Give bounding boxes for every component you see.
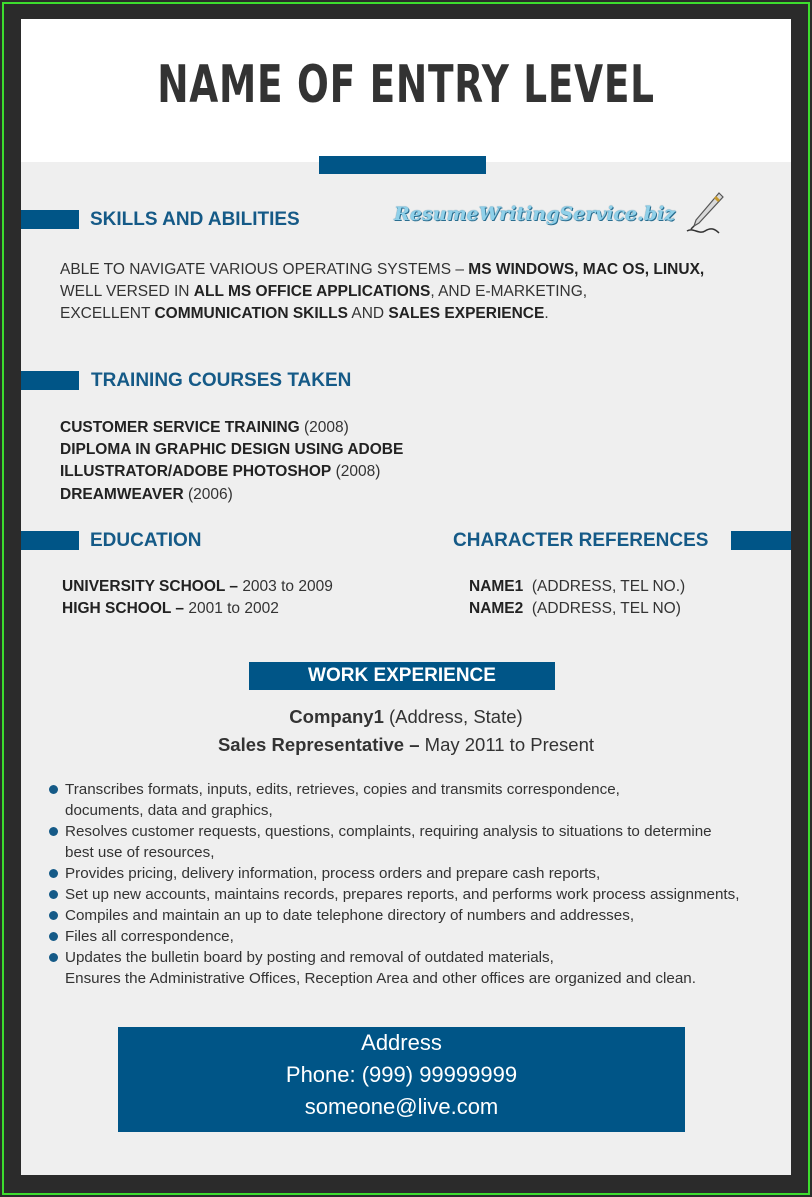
education-years: 2003 to 2009 bbox=[242, 578, 333, 595]
skills-highlight: MS WINDOWS, MAC OS, LINUX, bbox=[468, 261, 705, 278]
skills-line-1 bbox=[60, 259, 704, 281]
list-item bbox=[47, 779, 787, 800]
contact-box bbox=[118, 1027, 685, 1132]
skills-text: . bbox=[544, 305, 549, 322]
education-item bbox=[62, 578, 333, 596]
skills-highlight: COMMUNICATION SKILLS bbox=[154, 305, 348, 322]
skills-heading: SKILLS AND ABILITIES bbox=[90, 209, 300, 230]
page-title: NAME OF ENTRY LEVEL bbox=[157, 55, 655, 115]
bullet-text: Set up new accounts, maintains records, prepares reports, and performs work process assignments, bbox=[65, 886, 740, 903]
bullet-text: best use of resources, bbox=[65, 844, 215, 861]
role-title: Sales Representative – bbox=[217, 734, 425, 755]
title-underline-bar bbox=[319, 156, 486, 174]
bullet-icon bbox=[49, 869, 58, 878]
skills-text: EXCELLENT bbox=[60, 305, 155, 322]
training-heading: TRAINING COURSES TAKEN bbox=[91, 370, 352, 391]
training-item bbox=[60, 441, 403, 459]
training-name: CUSTOMER SERVICE TRAINING bbox=[60, 419, 300, 436]
training-year: (2008) bbox=[331, 463, 381, 480]
list-item bbox=[47, 926, 787, 947]
bullet-icon bbox=[49, 953, 58, 962]
contact-email[interactable]: someone@live.com bbox=[304, 1094, 499, 1119]
training-name: ILLUSTRATOR/ADOBE PHOTOSHOP bbox=[60, 463, 332, 480]
list-item bbox=[47, 821, 787, 842]
education-school: HIGH SCHOOL – bbox=[62, 600, 189, 617]
contact-phone: Phone: (999) 99999999 bbox=[285, 1062, 518, 1087]
training-heading-bar bbox=[21, 371, 79, 390]
bullet-text: Resolves customer requests, questions, complaints, requiring analysis to situations to determine bbox=[65, 823, 712, 840]
company-detail: (Address, State) bbox=[383, 706, 523, 727]
skills-text: ABLE TO NAVIGATE VARIOUS OPERATING SYSTEMS – bbox=[60, 261, 469, 278]
skills-line-2 bbox=[60, 281, 587, 303]
list-item bbox=[47, 968, 787, 989]
list-item bbox=[47, 884, 787, 905]
work-heading: WORK EXPERIENCE bbox=[249, 662, 555, 690]
bullet-icon bbox=[49, 911, 58, 920]
bullet-icon bbox=[49, 827, 58, 836]
training-item bbox=[60, 419, 349, 437]
reference-detail: (ADDRESS, TEL NO) bbox=[523, 600, 681, 617]
list-item bbox=[47, 905, 787, 926]
training-year: (2006) bbox=[183, 486, 233, 503]
role-dates: May 2011 to Present bbox=[424, 734, 595, 755]
bullet-text: Updates the bulletin board by posting and removal of outdated materials, bbox=[65, 949, 554, 966]
education-item bbox=[62, 600, 279, 618]
header bbox=[21, 19, 791, 162]
bullet-icon bbox=[49, 890, 58, 899]
reference-item bbox=[469, 600, 681, 618]
training-name: DREAMWEAVER bbox=[60, 486, 184, 503]
references-heading-bar bbox=[731, 531, 791, 550]
skills-heading-bar bbox=[21, 210, 79, 229]
list-item bbox=[47, 947, 787, 968]
reference-item bbox=[469, 578, 685, 596]
skills-highlight: ALL MS OFFICE APPLICATIONS bbox=[193, 283, 431, 300]
bullet-text: Transcribes formats, inputs, edits, retrieves, copies and transmits correspondence, bbox=[65, 781, 620, 798]
training-name: DIPLOMA IN GRAPHIC DESIGN USING ADOBE bbox=[60, 441, 404, 458]
bullet-text: Ensures the Administrative Offices, Reception Area and other offices are organized and clean. bbox=[65, 970, 696, 987]
list-item bbox=[47, 842, 787, 863]
resume-page bbox=[21, 19, 791, 1175]
bullet-text: Files all correspondence, bbox=[65, 928, 234, 945]
contact-address: Address bbox=[361, 1030, 442, 1055]
education-heading-bar bbox=[21, 531, 79, 550]
company-name: Company1 bbox=[289, 706, 384, 727]
references-heading: CHARACTER REFERENCES bbox=[453, 530, 709, 551]
skills-highlight: SALES EXPERIENCE bbox=[388, 305, 545, 322]
watermark-logo: ResumeWritingService.biz bbox=[394, 203, 676, 225]
bullet-icon bbox=[49, 932, 58, 941]
pen-icon bbox=[685, 191, 725, 237]
bullet-icon bbox=[49, 785, 58, 794]
education-years: 2001 to 2002 bbox=[188, 600, 279, 617]
bullet-text: Provides pricing, delivery information, process orders and prepare cash reports, bbox=[65, 865, 601, 882]
education-heading: EDUCATION bbox=[90, 530, 202, 551]
education-school: UNIVERSITY SCHOOL – bbox=[62, 578, 243, 595]
skills-text: , AND E-MARKETING, bbox=[430, 283, 588, 300]
list-item bbox=[47, 863, 787, 884]
work-bullet-list bbox=[47, 779, 787, 989]
bullet-text: documents, data and graphics, bbox=[65, 802, 273, 819]
skills-text: AND bbox=[347, 305, 389, 322]
reference-name: NAME1 bbox=[469, 578, 524, 595]
list-item bbox=[47, 800, 787, 821]
training-year: (2008) bbox=[299, 419, 349, 436]
company-line bbox=[21, 706, 791, 728]
training-item bbox=[60, 486, 233, 504]
skills-line-3 bbox=[60, 303, 549, 325]
skills-text: WELL VERSED IN bbox=[60, 283, 194, 300]
bullet-text: Compiles and maintain an up to date telephone directory of numbers and addresses, bbox=[65, 907, 635, 924]
role-line bbox=[21, 734, 791, 756]
reference-name: NAME2 bbox=[469, 600, 524, 617]
reference-detail: (ADDRESS, TEL NO.) bbox=[523, 578, 686, 595]
training-item bbox=[60, 463, 380, 481]
